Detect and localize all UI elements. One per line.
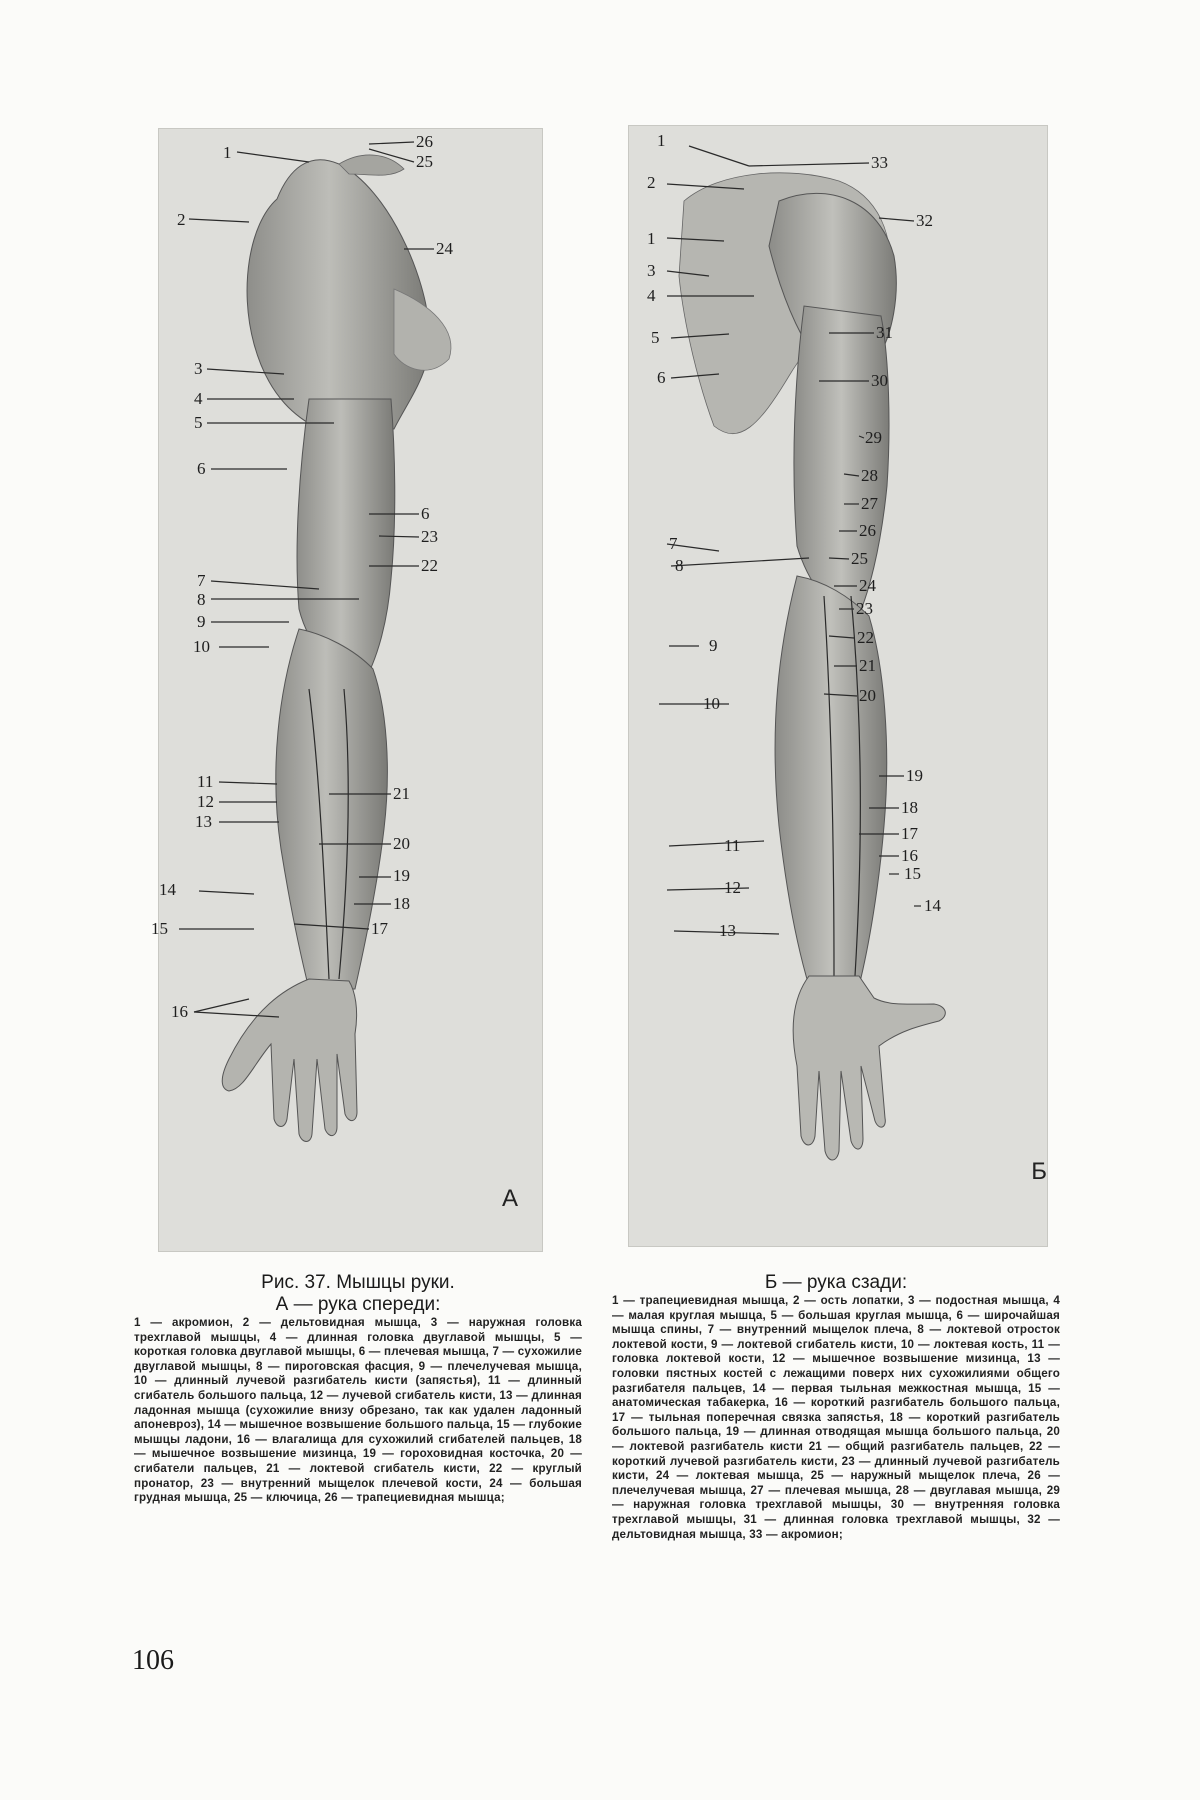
label-a-20: 20 xyxy=(393,834,410,853)
label-b-11: 11 xyxy=(724,836,741,855)
label-b-18: 18 xyxy=(901,798,918,817)
label-a-26: 26 xyxy=(416,132,433,151)
label-a-1: 1 xyxy=(223,143,232,162)
panel-a-letter: А xyxy=(501,1185,518,1212)
label-b-6: 6 xyxy=(657,368,666,387)
label-b-31: 31 xyxy=(876,323,893,342)
label-b-16: 16 xyxy=(901,846,918,865)
label-a-7: 7 xyxy=(197,571,206,590)
label-a-3: 3 xyxy=(194,359,203,378)
label-b-9: 9 xyxy=(709,636,718,655)
label-a-16: 16 xyxy=(171,1002,188,1021)
label-a-12: 12 xyxy=(197,792,214,811)
caption-b-legend: 1 — трапециевидная мышца, 2 — ость лопатки, 3 — подостная мышца, 4 — малая круглая мышца, 5 — большая круглая мышца, 6 — широчайшая мышца спины, 7 — внутренний мыщелок плеча, 8 — локтевой отросток локтевой кости, 9 — локтевой сгибатель кисти, 10 — локтевая кость, 11 — головка локтевой кости, 12 — мышечное возвышение мизинца, 13 — головки пястных костей с лежащими поверх них сухожилиями общего разгибателя пальцев, 14 — первая тыльная межкостная мышца, 15 — анатомическая табакерка, 16 — короткий разгибатель большого пальца, 17 — тыльная поперечная связка запястья, 18 — короткий разгибатель большого пальца, 19 — длинная отводящая мышца большого пальца, 20 — локтевой разгибатель кисти 21 — общий разгибатель пальцев, 22 — короткий лучевой разгибатель кисти, 23 — длинный лучевой разгибатель кисти, 24 — локтевая мышца, 25 — наружный мыщелок плеча, 26 — плечелучевая мышца, 27 — плечевая мышца, 28 — двуглавая мышца, 29 — наружная головка трехглавой мышцы, 30 — внутренняя головка трехглавой мышцы, 31 — длинная головка трехглавой мышцы, 32 — дельтовидная мышца, 33 — акромион; xyxy=(612,1294,1060,1541)
label-b-13: 13 xyxy=(719,921,736,940)
label-a-23: 23 xyxy=(421,527,438,546)
label-b-1b: 1 xyxy=(647,229,656,248)
figure-plate-a xyxy=(151,128,543,1252)
page-number: 106 xyxy=(132,1645,174,1676)
label-a-17: 17 xyxy=(371,919,388,938)
label-b-3: 3 xyxy=(647,261,656,280)
caption-b-subtitle: Б — рука сзади: xyxy=(764,1272,908,1293)
label-a-19: 19 xyxy=(393,866,410,885)
label-b-4: 4 xyxy=(647,286,656,305)
label-b-25: 25 xyxy=(851,549,868,568)
label-b-2: 2 xyxy=(647,173,656,192)
figure-title: Рис. 37. Мышцы руки. xyxy=(261,1272,455,1293)
caption-a xyxy=(134,1272,582,1506)
label-b-22: 22 xyxy=(857,628,874,647)
label-b-28: 28 xyxy=(861,466,878,485)
label-b-19: 19 xyxy=(906,766,923,785)
label-b-1: 1 xyxy=(657,131,666,150)
label-a-18: 18 xyxy=(393,894,410,913)
label-a-2: 2 xyxy=(177,210,186,229)
label-a-21: 21 xyxy=(393,784,410,803)
label-a-6b: 6 xyxy=(421,504,430,523)
label-a-24: 24 xyxy=(436,239,453,258)
caption-a-legend: 1 — акромион, 2 — дельтовидная мышца, 3 — наружная головка трехглавой мышцы, 4 — длинная головка двуглавой мышцы, 5 — короткая головка двуглавой мышцы, 6 — плечевая мышца, 7 — сухожилие двуглавой мышцы, 8 — пироговская фасция, 9 — плечелучевая мышца, 10 — длинный лучевой разгибатель кисти (запястья), 11 — длинный сгибатель большого пальца, 12 — лучевой сгибатель кисти, 13 — длинная ладонная мышца (сухожилие внизу обрезано, так как удален ладонный апоневроз), 14 — мышечное возвышение большого пальца, 15 — глубокие мышцы ладони, 16 — влагалища для сухожилий сгибателей пальцев, 18 — мышечное возвышение мизинца, 19 — гороховидная косточка, 20 — сгибатели пальцев, 21 — локтевой сгибатель кисти, 22 — круглый пронатор, 23 — внутренний мыщелок плечевой кости, 24 — большая грудная мышца, 25 — ключица, 26 — трапециевидная мышца; xyxy=(134,1316,582,1505)
label-a-22: 22 xyxy=(421,556,438,575)
arm-front-illustration xyxy=(151,129,542,1251)
label-a-25: 25 xyxy=(416,152,433,171)
label-b-20: 20 xyxy=(859,686,876,705)
label-b-8: 8 xyxy=(675,556,684,575)
caption-a-subtitle: А — рука спереди: xyxy=(275,1294,441,1315)
label-b-29: 29 xyxy=(865,428,882,447)
label-a-4: 4 xyxy=(194,389,203,408)
arm-back-illustration xyxy=(629,126,1047,1246)
caption-b xyxy=(612,1272,1060,1542)
label-b-17: 17 xyxy=(901,824,918,843)
label-b-24: 24 xyxy=(859,576,876,595)
label-b-23: 23 xyxy=(856,599,873,618)
label-a-15: 15 xyxy=(151,919,168,938)
label-a-5: 5 xyxy=(194,413,203,432)
label-b-5: 5 xyxy=(651,328,660,347)
label-b-7: 7 xyxy=(669,534,678,553)
label-a-6: 6 xyxy=(197,459,206,478)
label-b-15: 15 xyxy=(904,864,921,883)
label-b-33: 33 xyxy=(871,153,888,172)
label-b-32: 32 xyxy=(916,211,933,230)
label-b-21: 21 xyxy=(859,656,876,675)
label-b-14: 14 xyxy=(924,896,941,915)
label-a-11: 11 xyxy=(197,772,214,791)
label-a-9: 9 xyxy=(197,612,206,631)
label-b-30: 30 xyxy=(871,371,888,390)
label-a-8: 8 xyxy=(197,590,206,609)
label-a-13: 13 xyxy=(195,812,212,831)
label-b-26: 26 xyxy=(859,521,876,540)
label-b-12: 12 xyxy=(724,878,741,897)
label-a-14: 14 xyxy=(159,880,176,899)
label-b-10: 10 xyxy=(703,694,720,713)
figure-plate-b xyxy=(628,125,1048,1247)
panel-b-letter: Б xyxy=(1031,1158,1047,1185)
label-a-10: 10 xyxy=(193,637,210,656)
label-b-27: 27 xyxy=(861,494,878,513)
